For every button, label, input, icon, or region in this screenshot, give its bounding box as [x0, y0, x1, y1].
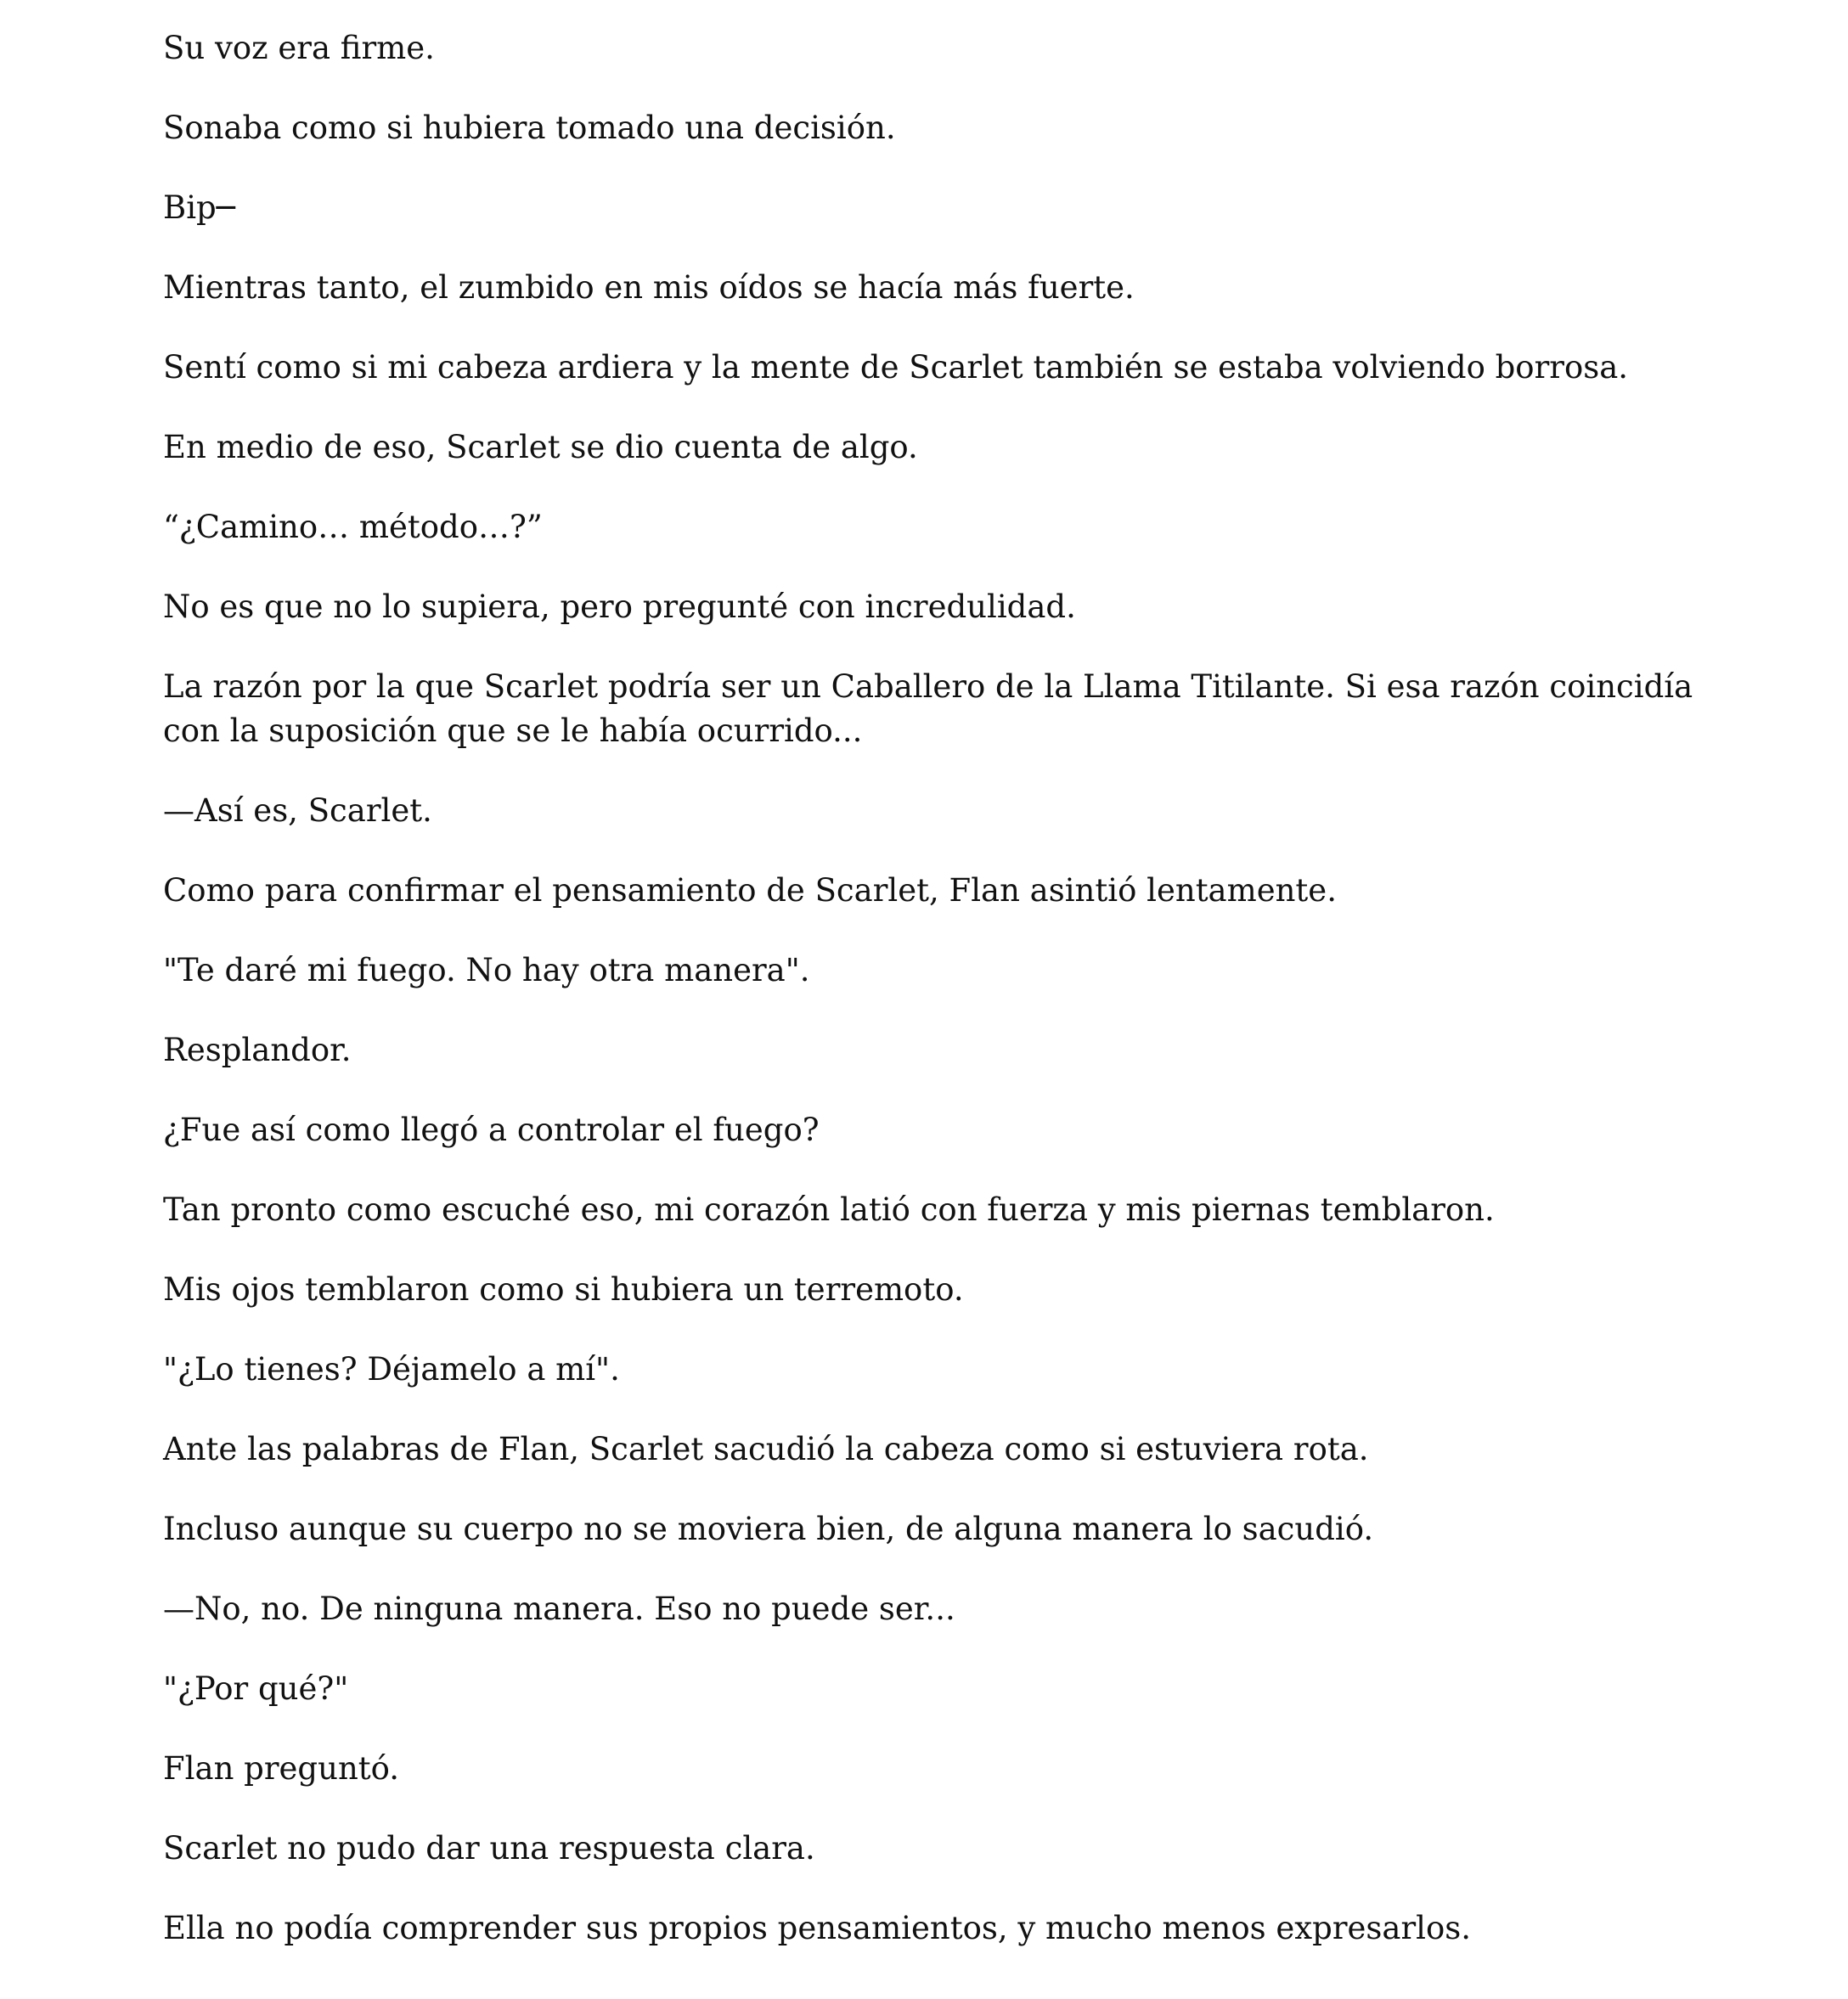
paragraph: Sonaba como si hubiera tomado una decisión. [163, 110, 896, 146]
paragraph: Resplandor. [163, 1032, 352, 1068]
paragraph: Scarlet no pudo dar una respuesta clara. [163, 1830, 815, 1867]
paragraph: Tan pronto como escuché eso, mi corazón latió con fuerza y mis piernas temblaron. [163, 1191, 1495, 1228]
paragraph: Como para confirmar el pensamiento de Scarlet, Flan asintió lentamente. [163, 872, 1337, 909]
paragraph: Sentí como si mi cabeza ardiera y la mente de Scarlet también se estaba volviendo borrosa. [163, 349, 1629, 386]
paragraph: Flan preguntó. [163, 1750, 400, 1787]
paragraph: Ante las palabras de Flan, Scarlet sacudió la cabeza como si estuviera rota. [163, 1431, 1369, 1467]
paragraph: ¿Fue así como llegó a controlar el fuego? [163, 1112, 820, 1148]
paragraph: Su voz era firme. [163, 30, 435, 66]
paragraph: "Te daré mi fuego. No hay otra manera". [163, 952, 810, 988]
paragraph: Incluso aunque su cuerpo no se moviera bien, de alguna manera lo sacudió. [163, 1511, 1374, 1547]
paragraph: Ella no podía comprender sus propios pensamientos, y mucho menos expresarlos. [163, 1910, 1472, 1946]
paragraph: Mientras tanto, el zumbido en mis oídos se hacía más fuerte. [163, 269, 1135, 306]
paragraph: —No, no. De ninguna manera. Eso no puede ser... [163, 1591, 955, 1627]
paragraph: "¿Por qué?" [163, 1670, 349, 1707]
paragraph: La razón por la que Scarlet podría ser un Caballero de la Llama Titilante. Si esa razón coincidía con la suposición que se le había ocurrido... [163, 668, 1693, 749]
paragraph: Mis ojos temblaron como si hubiera un terremoto. [163, 1271, 964, 1308]
paragraph: “¿Camino… método…?” [163, 509, 543, 545]
paragraph: —Así es, Scarlet. [163, 792, 432, 829]
paragraph: No es que no lo supiera, pero pregunté con incredulidad. [163, 588, 1076, 625]
paragraph: "¿Lo tienes? Déjamelo a mí". [163, 1351, 620, 1388]
document-body [163, 26, 1709, 1951]
paragraph: En medio de eso, Scarlet se dio cuenta de algo. [163, 429, 918, 465]
paragraph: Bip─ [163, 189, 235, 226]
